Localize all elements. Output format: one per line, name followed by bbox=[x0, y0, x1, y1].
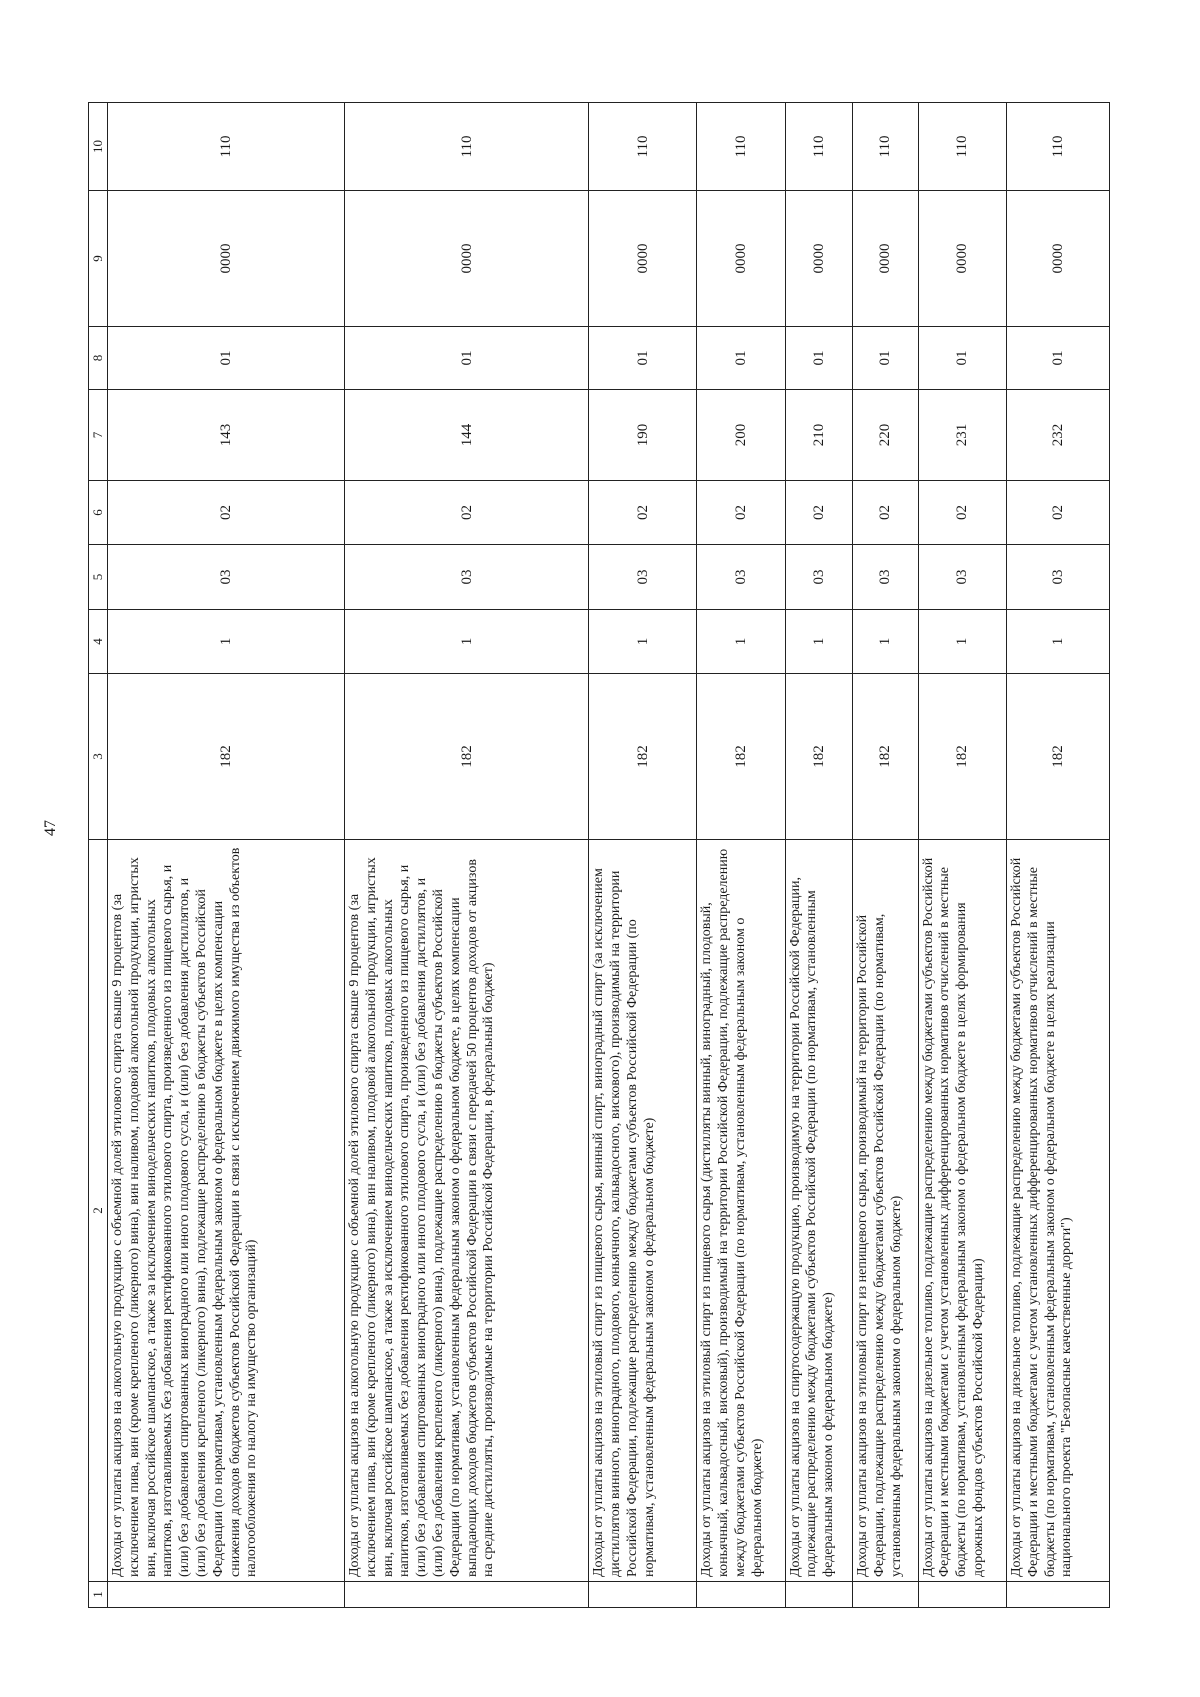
group-code-cell: 1 bbox=[785, 610, 853, 674]
subgroup-code-cell: 03 bbox=[853, 545, 918, 610]
table-row bbox=[344, 103, 588, 1608]
element-code-cell: 01 bbox=[589, 327, 697, 390]
header-col-1: 1 bbox=[89, 1582, 108, 1608]
admin-code-cell: 182 bbox=[589, 674, 697, 840]
header-col-5: 5 bbox=[89, 545, 108, 610]
program-code-cell: 0000 bbox=[697, 191, 785, 327]
row-index-cell bbox=[589, 1582, 697, 1608]
admin-code-cell: 182 bbox=[697, 674, 785, 840]
economic-class-cell: 110 bbox=[108, 103, 345, 191]
program-code-cell: 0000 bbox=[1007, 191, 1110, 327]
admin-code-cell: 182 bbox=[344, 674, 588, 840]
revenue-description: Доходы от уплаты акцизов на этиловый спирт из пищевого сырья, винный спирт, виноградный спирт (за исключением дистиллятов винного, виноградного, плодового, коньячного, кальвадосного, вискового), производимый на территории Российской Федерации, подлежащие распределению между бюджетами субъектов Российской Федерации (по нормативам, установленным федеральным законом о федеральном бюджете) bbox=[589, 840, 697, 1582]
subarticle-code-cell: 200 bbox=[697, 390, 785, 481]
revenue-description: Доходы от уплаты акцизов на спиртосодержащую продукцию, производимую на территории Российской Федерации, подлежащие распределению между бюджетами субъектов Российской Федерации (по нормативам, установленным федеральным законом о федеральном бюджете) bbox=[785, 840, 853, 1582]
subgroup-code-cell: 03 bbox=[344, 545, 588, 610]
table-row bbox=[853, 103, 918, 1608]
row-index-cell bbox=[108, 1582, 345, 1608]
article-code-cell: 02 bbox=[344, 481, 588, 545]
element-code-cell: 01 bbox=[785, 327, 853, 390]
group-code-cell: 1 bbox=[853, 610, 918, 674]
subgroup-code-cell: 03 bbox=[108, 545, 345, 610]
program-code-cell: 0000 bbox=[108, 191, 345, 327]
header-col-6: 6 bbox=[89, 481, 108, 545]
admin-code-cell: 182 bbox=[853, 674, 918, 840]
table-row bbox=[918, 103, 1006, 1608]
table-row bbox=[697, 103, 785, 1608]
element-code-cell: 01 bbox=[697, 327, 785, 390]
subarticle-code-cell: 143 bbox=[108, 390, 345, 481]
element-code-cell: 01 bbox=[853, 327, 918, 390]
article-code-cell: 02 bbox=[697, 481, 785, 545]
header-col-2: 2 bbox=[89, 840, 108, 1582]
article-code-cell: 02 bbox=[589, 481, 697, 545]
table-row bbox=[1007, 103, 1110, 1608]
group-code-cell: 1 bbox=[344, 610, 588, 674]
subgroup-code-cell: 03 bbox=[785, 545, 853, 610]
budget-revenue-table bbox=[88, 102, 1110, 1608]
table-row bbox=[589, 103, 697, 1608]
revenue-description: Доходы от уплаты акцизов на алкогольную продукцию с объемной долей этилового спирта свыше 9 процентов (за исключением пива, вин (кроме крепленого (ликерного) вина), вин наливом, плодовой алкогольной продукции, игристых вин, включая российское шампанское, а также за исключением винодельческих напитков, плодовых алкогольных напитков, изготавливаемых без добавления ректификованного этилового спирта, произведенного из пищевого сырья, и (или) без добавления спиртованных виноградного или иного плодового сусла, и (или) без добавления дистиллятов, и (или) без добавления крепленого (ликерного) вина), подлежащие распределению в бюджеты субъектов Российской Федерации (по нормативам, установленным федеральным законом о федеральном бюджете, в целях компенсации выпадающих доходов бюджетов субъектов Российской Федерации в связи с передачей 50 процентов доходов от акцизов на средние дистилляты, производимые на территории Российской Федерации, в федеральный бюджет) bbox=[344, 840, 588, 1582]
table-row bbox=[108, 103, 345, 1608]
admin-code-cell: 182 bbox=[918, 674, 1006, 840]
subarticle-code-cell: 190 bbox=[589, 390, 697, 481]
subarticle-code-cell: 144 bbox=[344, 390, 588, 481]
group-code-cell: 1 bbox=[589, 610, 697, 674]
admin-code-cell: 182 bbox=[1007, 674, 1110, 840]
article-code-cell: 02 bbox=[108, 481, 345, 545]
admin-code-cell: 182 bbox=[108, 674, 345, 840]
header-col-10: 10 bbox=[89, 103, 108, 191]
subarticle-code-cell: 232 bbox=[1007, 390, 1110, 481]
header-row bbox=[89, 103, 108, 1608]
subgroup-code-cell: 03 bbox=[697, 545, 785, 610]
row-index-cell bbox=[697, 1582, 785, 1608]
group-code-cell: 1 bbox=[108, 610, 345, 674]
header-col-8: 8 bbox=[89, 327, 108, 390]
article-code-cell: 02 bbox=[918, 481, 1006, 545]
subarticle-code-cell: 220 bbox=[853, 390, 918, 481]
row-index-cell bbox=[785, 1582, 853, 1608]
revenue-description: Доходы от уплаты акцизов на этиловый спирт из пищевого сырья (дистилляты винный, виноградный, плодовый, коньячный, кальвадосный, висковый), производимый на территории Российской Федерации, подлежащие распределению между бюджетами субъектов Российской Федерации (по нормативам, установленным федеральным законом о федеральном бюджете) bbox=[697, 840, 785, 1582]
rotated-page bbox=[88, 103, 1110, 1608]
subarticle-code-cell: 231 bbox=[918, 390, 1006, 481]
row-index-cell bbox=[1007, 1582, 1110, 1608]
program-code-cell: 0000 bbox=[918, 191, 1006, 327]
element-code-cell: 01 bbox=[108, 327, 345, 390]
header-col-3: 3 bbox=[89, 674, 108, 840]
element-code-cell: 01 bbox=[1007, 327, 1110, 390]
revenue-description: Доходы от уплаты акцизов на дизельное топливо, подлежащие распределению между бюджетами субъектов Российской Федерации и местными бюджетами с учетом установленных дифференцированных нормативов отчислений в местные бюджеты (по нормативам, установленным федеральным законом о федеральном бюджете в целях реализации национального проекта "Безопасные качественные дороги") bbox=[1007, 840, 1110, 1582]
economic-class-cell: 110 bbox=[785, 103, 853, 191]
group-code-cell: 1 bbox=[918, 610, 1006, 674]
element-code-cell: 01 bbox=[344, 327, 588, 390]
program-code-cell: 0000 bbox=[589, 191, 697, 327]
program-code-cell: 0000 bbox=[344, 191, 588, 327]
economic-class-cell: 110 bbox=[344, 103, 588, 191]
economic-class-cell: 110 bbox=[589, 103, 697, 191]
revenue-description: Доходы от уплаты акцизов на алкогольную продукцию с объемной долей этилового спирта свыше 9 процентов (за исключением пива, вин (кроме крепленого (ликерного) вина), вин наливом, плодовой алкогольной продукции, игристых вин, включая российское шампанское, а также за исключением винодельческих напитков, плодовых алкогольных напитков, изготавливаемых без добавления ректификованного этилового спирта, произведенного из пищевого сырья, и (или) без добавления спиртованных виноградного или иного плодового сусла, и (или) без добавления дистиллятов, и (или) без добавления крепленого (ликерного) вина), подлежащие распределению в бюджеты субъектов Российской Федерации (по нормативам, установленным федеральным законом о федеральном бюджете в целях компенсации снижения доходов бюджетов субъектов Российской Федерации в связи с исключением движимого имущества из объектов налогообложения по налогу на имущество организаций) bbox=[108, 840, 345, 1582]
article-code-cell: 02 bbox=[853, 481, 918, 545]
program-code-cell: 0000 bbox=[785, 191, 853, 327]
row-index-cell bbox=[344, 1582, 588, 1608]
group-code-cell: 1 bbox=[1007, 610, 1110, 674]
subgroup-code-cell: 03 bbox=[918, 545, 1006, 610]
article-code-cell: 02 bbox=[1007, 481, 1110, 545]
element-code-cell: 01 bbox=[918, 327, 1006, 390]
header-col-4: 4 bbox=[89, 610, 108, 674]
program-code-cell: 0000 bbox=[853, 191, 918, 327]
article-code-cell: 02 bbox=[785, 481, 853, 545]
revenue-description: Доходы от уплаты акцизов на этиловый спирт из непищевого сырья, производимый на территории Российской Федерации, подлежащие распределению между бюджетами субъектов Российской Федерации (по нормативам, установленным федеральным законом о федеральном бюджете) bbox=[853, 840, 918, 1582]
row-index-cell bbox=[853, 1582, 918, 1608]
economic-class-cell: 110 bbox=[697, 103, 785, 191]
table-row bbox=[785, 103, 853, 1608]
revenue-description: Доходы от уплаты акцизов на дизельное топливо, подлежащие распределению между бюджетами субъектов Российской Федерации и местными бюджетами с учетом установленных дифференцированных нормативов отчислений в местные бюджеты (по нормативам, установленным федеральным законом о федеральном бюджете в целях формирования дорожных фондов субъектов Российской Федерации) bbox=[918, 840, 1006, 1582]
subgroup-code-cell: 03 bbox=[1007, 545, 1110, 610]
group-code-cell: 1 bbox=[697, 610, 785, 674]
header-col-7: 7 bbox=[89, 390, 108, 481]
row-index-cell bbox=[918, 1582, 1006, 1608]
economic-class-cell: 110 bbox=[1007, 103, 1110, 191]
admin-code-cell: 182 bbox=[785, 674, 853, 840]
economic-class-cell: 110 bbox=[918, 103, 1006, 191]
economic-class-cell: 110 bbox=[853, 103, 918, 191]
header-col-9: 9 bbox=[89, 191, 108, 327]
subgroup-code-cell: 03 bbox=[589, 545, 697, 610]
subarticle-code-cell: 210 bbox=[785, 390, 853, 481]
page-number: 47 bbox=[42, 820, 59, 836]
